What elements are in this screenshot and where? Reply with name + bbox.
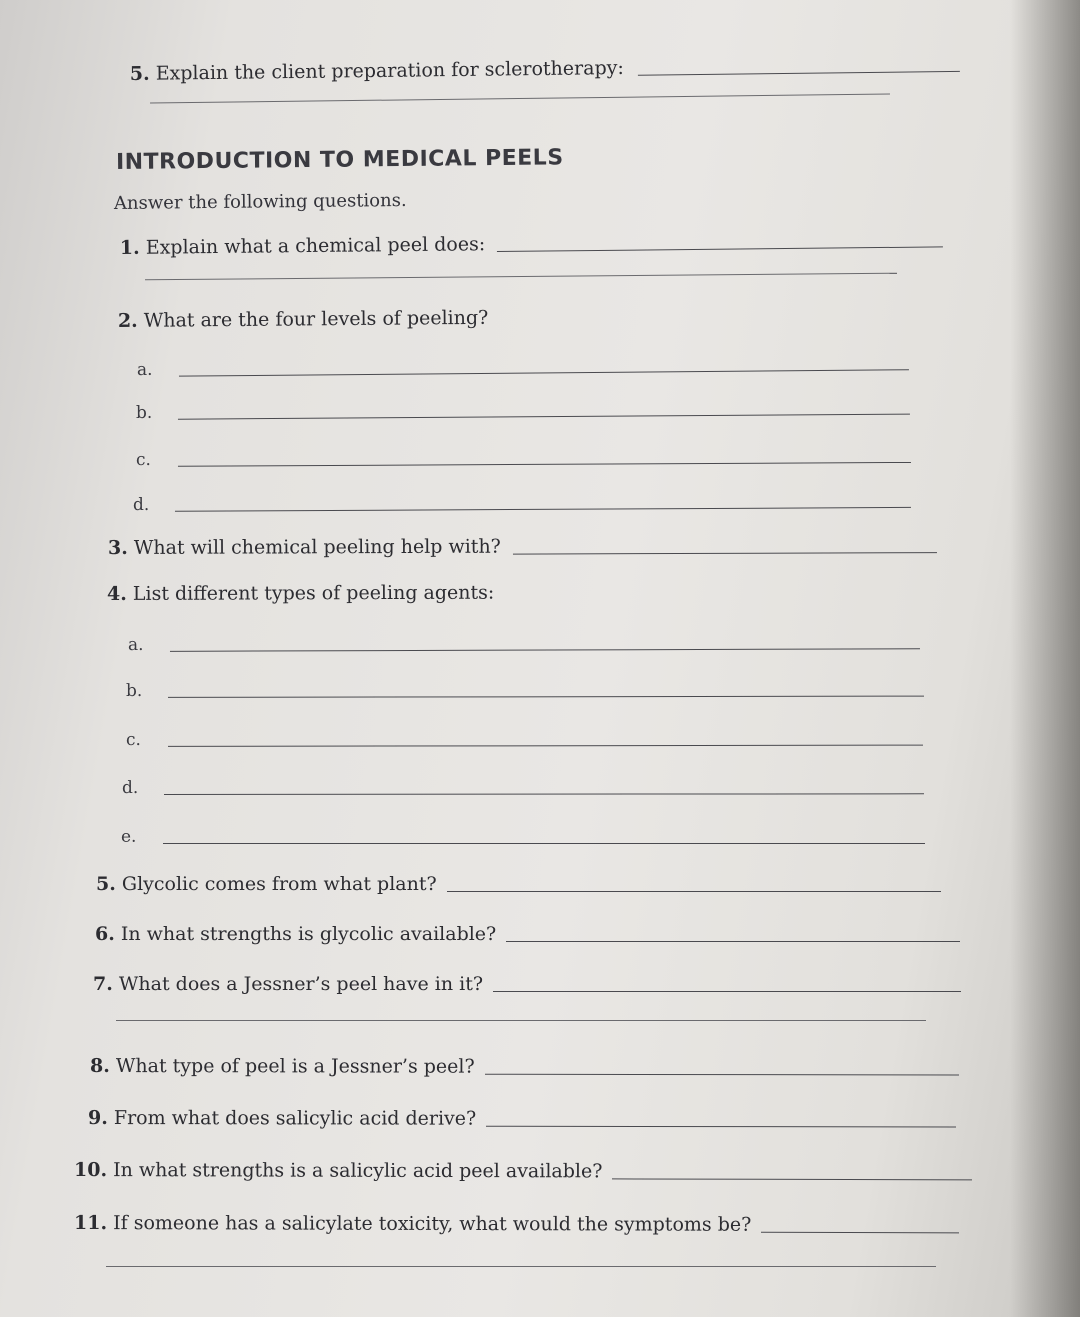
question-4	[107, 581, 494, 606]
question-text: 4. List different types of peeling agents:	[106, 581, 495, 605]
level-item-c	[136, 445, 911, 471]
answer-blank[interactable]	[163, 843, 925, 844]
question-text: 2. What are the four levels of peeling?	[117, 306, 489, 333]
question-7	[93, 972, 961, 996]
agent-item-e	[121, 826, 925, 848]
question-11	[74, 1211, 959, 1237]
item-letter: d.	[132, 494, 150, 515]
question-10	[74, 1158, 972, 1184]
answer-blank[interactable]	[178, 462, 911, 467]
answer-blank-continuation[interactable]	[145, 273, 897, 281]
item-letter: e.	[121, 827, 137, 847]
agent-item-c	[126, 728, 923, 751]
answer-blank[interactable]	[168, 745, 923, 747]
item-letter: a.	[127, 634, 144, 655]
item-letter: b.	[125, 680, 143, 701]
question-text: 10. In what strengths is a salicylic acid peel available?	[74, 1159, 603, 1183]
answer-blank[interactable]	[513, 552, 937, 554]
question-3	[108, 533, 937, 560]
question-5	[96, 872, 941, 896]
answer-blank[interactable]	[170, 648, 920, 652]
sclerotherapy-question	[130, 52, 960, 86]
answer-blank[interactable]	[179, 369, 909, 376]
answer-blank[interactable]	[168, 696, 924, 698]
agent-item-a	[128, 631, 920, 656]
answer-blank[interactable]	[493, 991, 961, 992]
answer-blank-continuation[interactable]	[106, 1266, 936, 1267]
answer-blank[interactable]	[761, 1232, 959, 1234]
question-6	[95, 922, 960, 946]
level-item-b	[136, 397, 910, 424]
question-text: 5. Explain the client preparation for sclerotherapy:	[129, 56, 624, 86]
answer-blank[interactable]	[178, 414, 910, 420]
answer-blank[interactable]	[486, 1126, 956, 1128]
answer-blank[interactable]	[164, 793, 924, 795]
level-item-a	[137, 352, 909, 381]
item-letter: b.	[135, 402, 153, 424]
answer-blank[interactable]	[485, 1074, 959, 1076]
section-instruction: Answer the following questions.	[113, 189, 407, 214]
answer-blank[interactable]	[175, 507, 911, 512]
item-letter: c.	[135, 449, 151, 470]
answer-blank[interactable]	[447, 891, 941, 892]
answer-blank[interactable]	[497, 246, 943, 252]
item-letter: d.	[121, 777, 139, 798]
section-heading: INTRODUCTION TO MEDICAL PEELS	[115, 145, 564, 175]
question-8	[90, 1054, 959, 1080]
answer-blank[interactable]	[506, 941, 960, 942]
question-9	[88, 1106, 956, 1132]
question-text: 3. What will chemical peeling help with?	[107, 535, 501, 559]
book-spine-shadow	[1010, 0, 1080, 1317]
level-item-d	[133, 490, 911, 516]
question-1	[120, 227, 944, 260]
item-letter: c.	[125, 729, 141, 750]
answer-blank-continuation[interactable]	[150, 93, 890, 103]
question-text: 6. In what strengths is glycolic available?	[95, 923, 497, 945]
agent-item-d	[122, 776, 924, 799]
answer-blank[interactable]	[638, 71, 960, 76]
question-2	[118, 306, 489, 333]
question-text: 5. Glycolic comes from what plant?	[96, 873, 437, 895]
answer-blank[interactable]	[612, 1178, 972, 1180]
question-text: 11. If someone has a salicylate toxicity, what would the symptoms be?	[74, 1212, 752, 1236]
agent-item-b	[126, 679, 924, 702]
answer-blank-continuation[interactable]	[116, 1020, 926, 1021]
question-text: 9. From what does salicylic acid derive?	[88, 1107, 477, 1130]
question-text: 8. What type of peel is a Jessner’s peel?	[90, 1055, 475, 1078]
question-text: 7. What does a Jessner’s peel have in it?	[93, 973, 484, 995]
item-letter: a.	[136, 359, 153, 381]
question-text: 1. Explain what a chemical peel does:	[119, 233, 486, 260]
